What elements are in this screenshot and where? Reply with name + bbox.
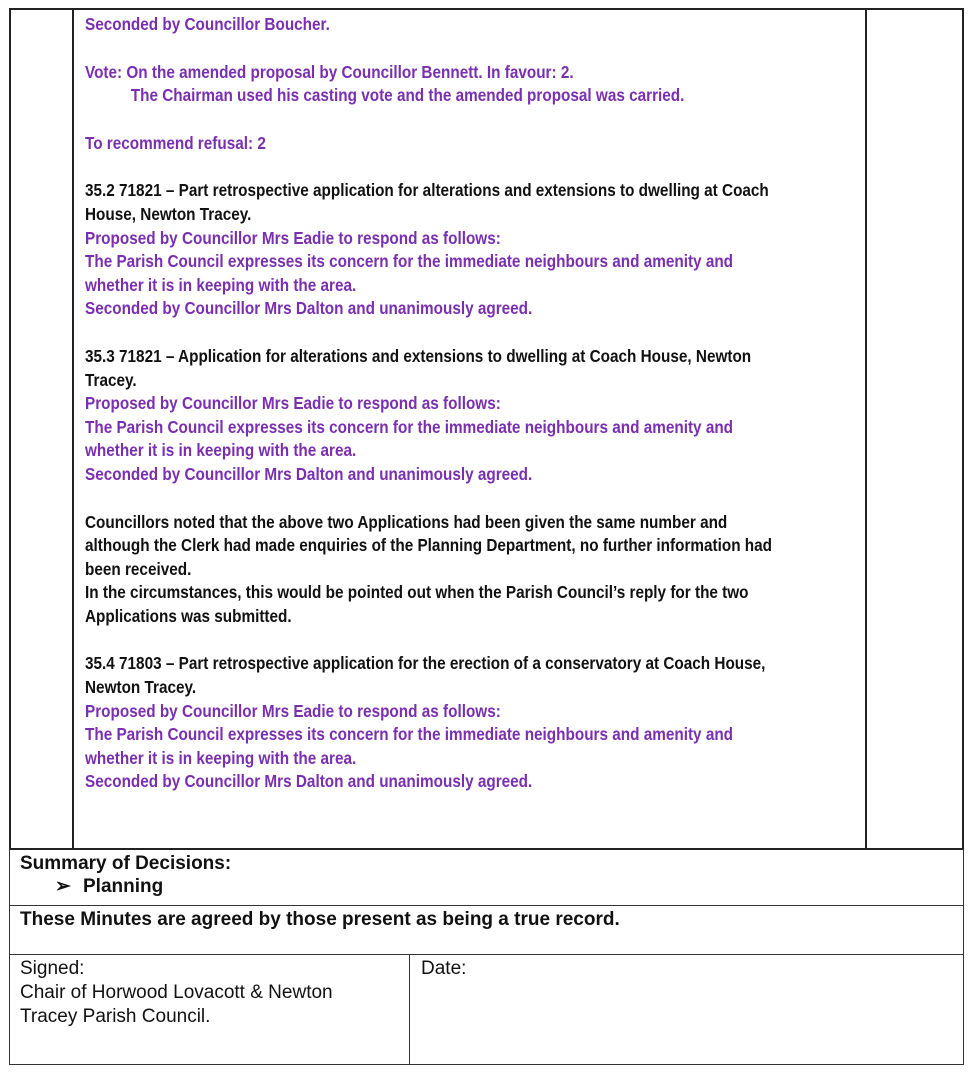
item-heading-cont: Newton Tracey. [85,677,197,698]
refusal-paragraph [85,132,864,156]
proposed-line: Proposed by Councillor Mrs Eadie to respond as follows: [85,700,501,721]
proposed-line: Proposed by Councillor Mrs Eadie to respond as follows: [85,227,501,248]
item-35-3 [85,345,864,487]
action-column [865,10,962,848]
response-line-cont: whether it is in keeping with the area. [85,747,357,768]
note-line: been received. [85,558,192,579]
item-heading: 35.4 71803 – Part retrospective application for the erection of a conservatory at Coach House, [85,653,766,674]
casting-vote-line: The Chairman used his casting vote and the amended proposal was carried. [130,85,685,106]
note-line: In the circumstances, this would be pointed out when the Parish Council’s reply for the two [85,582,749,603]
refusal-line: To recommend refusal: 2 [85,132,266,153]
note-line: Applications was submitted. [85,605,292,626]
date-label: Date: [421,958,467,979]
item-heading: 35.3 71821 – Application for alterations and extensions to dwelling at Coach House, Newton [85,345,752,366]
seconded-text: Seconded by Councillor Boucher. [85,14,330,34]
councillors-note [85,511,864,629]
summary-item [55,875,163,899]
chair-title-line-cont: Tracey Parish Council. [20,1006,211,1027]
item-35-4 [85,652,864,794]
signature-box [9,954,964,1065]
vote-paragraph [85,61,864,108]
vote-line: Vote: On the amended proposal by Councillor Bennett. In favour: 2. [85,61,574,82]
agreement-statement: These Minutes are agreed by those present as being a true record. [20,909,620,930]
signed-label: Signed: [20,958,85,979]
seconded-line: Seconded by Councillor Mrs Dalton and unanimously agreed. [85,463,533,484]
item-heading-cont: Tracey. [85,369,137,390]
response-line: The Parish Council expresses its concern for the immediate neighbours and amenity and [85,724,734,745]
response-line-cont: whether it is in keeping with the area. [85,274,357,295]
response-line: The Parish Council expresses its concern for the immediate neighbours and amenity and [85,416,734,437]
summary-of-decisions [9,849,964,906]
note-line: Councillors noted that the above two Applications had been given the same number and [85,511,728,532]
item-number-column [11,10,74,848]
item-heading-cont: House, Newton Tracey. [85,203,252,224]
proposed-line: Proposed by Councillor Mrs Eadie to respond as follows: [85,393,501,414]
chair-title-line: Chair of Horwood Lovacott & Newton [20,982,333,1003]
seconded-line: Seconded by Councillor Mrs Dalton and unanimously agreed. [85,771,533,792]
seconded-boucher [85,13,864,37]
summary-title: Summary of Decisions: [20,853,232,874]
signature-divider [409,955,410,1064]
note-line: although the Clerk had made enquiries of the Planning Department, no further information had [85,535,773,556]
item-35-2 [85,179,864,321]
response-line: The Parish Council expresses its concern for the immediate neighbours and amenity and [85,251,734,272]
response-line-cont: whether it is in keeping with the area. [85,440,357,461]
summary-item-label: Planning [83,876,164,897]
item-heading: 35.2 71821 – Part retrospective application for alterations and extensions to dwelling at Coach [85,180,769,201]
seconded-line: Seconded by Councillor Mrs Dalton and unanimously agreed. [85,298,533,319]
minutes-body [85,13,865,818]
minutes-table [9,8,964,850]
agreement-box [9,905,964,955]
arrow-bullet-icon: ➢ [55,876,71,897]
